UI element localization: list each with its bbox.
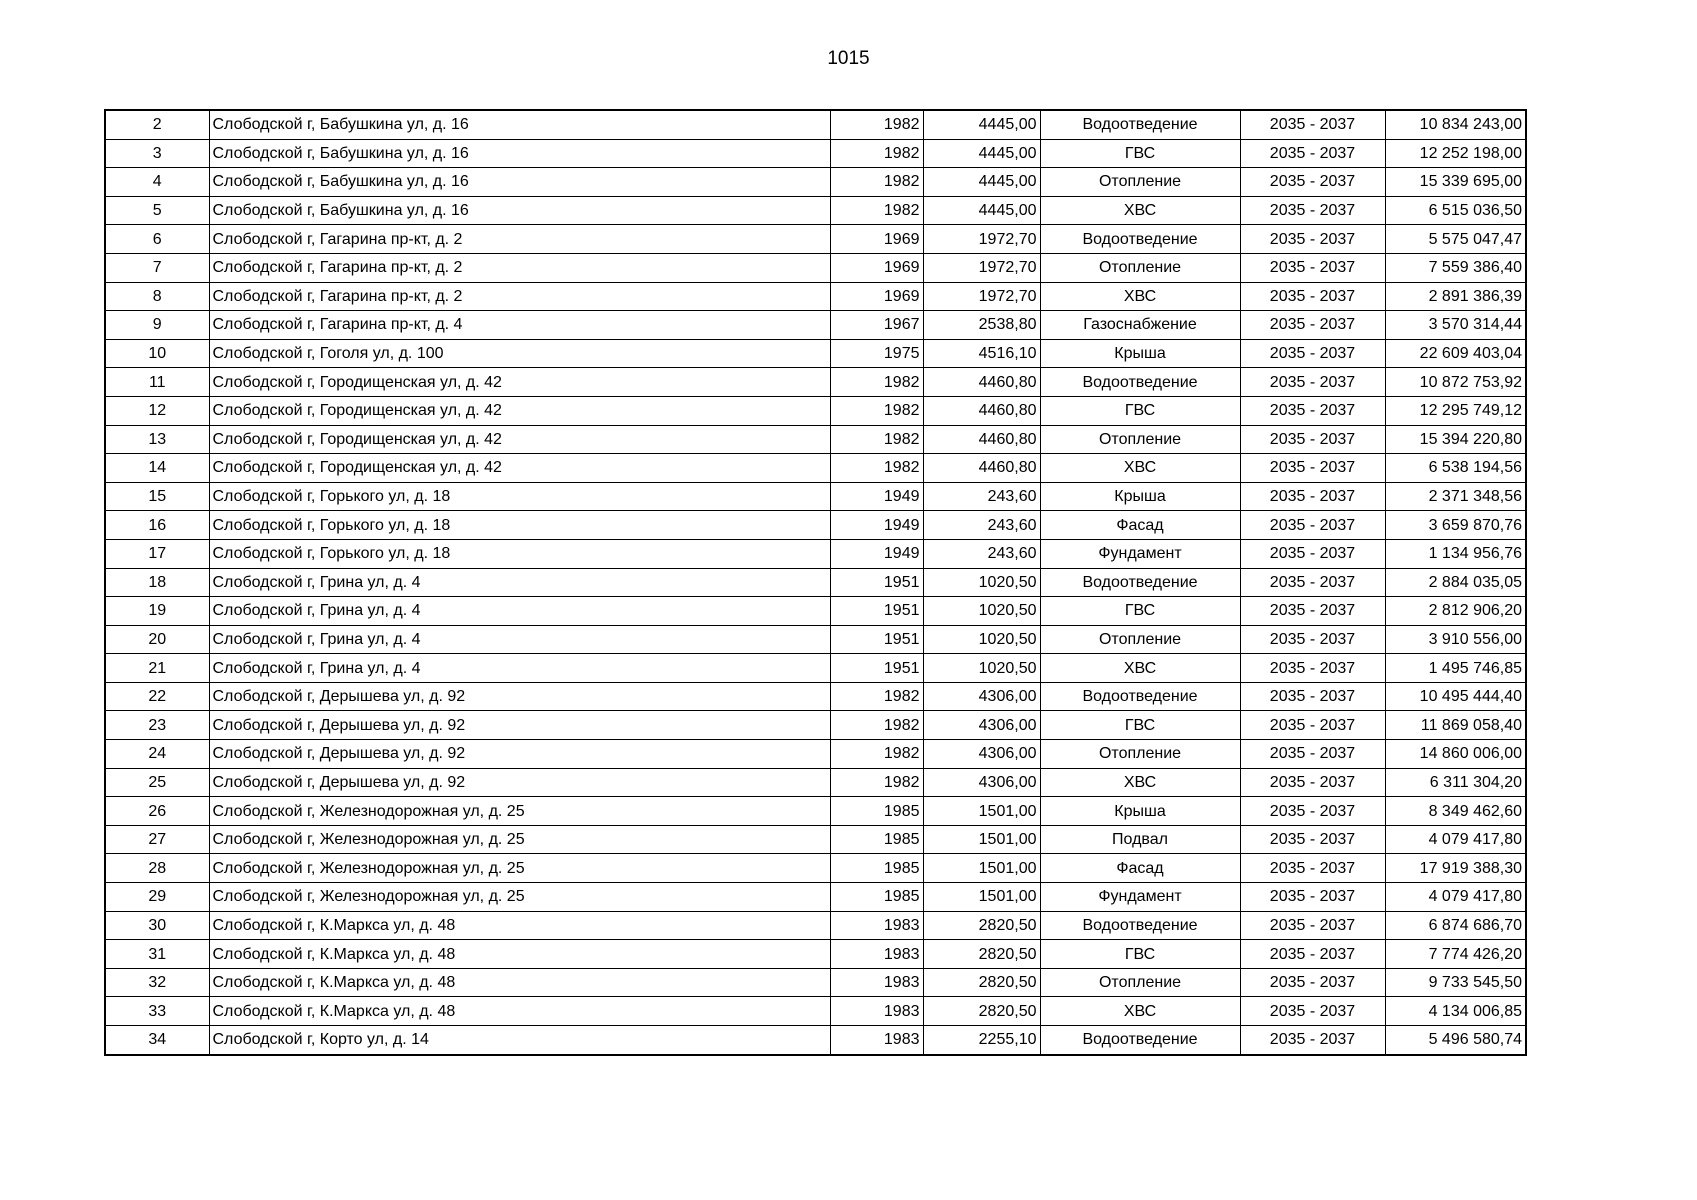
period-cell: 2035 - 2037 xyxy=(1240,654,1385,683)
work-type-cell: Водоотведение xyxy=(1040,911,1240,940)
area-cell: 4445,00 xyxy=(923,196,1040,225)
build-year-cell: 1951 xyxy=(830,597,923,626)
address-cell: Слободской г, Городищенская ул, д. 42 xyxy=(209,425,830,454)
table-row xyxy=(105,768,1526,797)
area-cell: 4460,80 xyxy=(923,396,1040,425)
work-type-cell: Отопление xyxy=(1040,168,1240,197)
table-row xyxy=(105,654,1526,683)
area-cell: 1972,70 xyxy=(923,282,1040,311)
work-type-cell: ХВС xyxy=(1040,997,1240,1026)
period-cell: 2035 - 2037 xyxy=(1240,968,1385,997)
address-cell: Слободской г, К.Маркса ул, д. 48 xyxy=(209,911,830,940)
work-type-cell: ГВС xyxy=(1040,139,1240,168)
cost-cell: 22 609 403,04 xyxy=(1385,339,1526,368)
area-cell: 243,60 xyxy=(923,539,1040,568)
work-type-cell: ГВС xyxy=(1040,597,1240,626)
address-cell: Слободской г, Гагарина пр-кт, д. 2 xyxy=(209,282,830,311)
address-cell: Слободской г, Грина ул, д. 4 xyxy=(209,568,830,597)
address-cell: Слободской г, Дерышева ул, д. 92 xyxy=(209,711,830,740)
address-cell: Слободской г, К.Маркса ул, д. 48 xyxy=(209,968,830,997)
table-row xyxy=(105,740,1526,769)
area-cell: 4306,00 xyxy=(923,682,1040,711)
cost-cell: 5 496 580,74 xyxy=(1385,1026,1526,1055)
address-cell: Слободской г, Железнодорожная ул, д. 25 xyxy=(209,825,830,854)
row-number-cell: 13 xyxy=(105,425,209,454)
build-year-cell: 1983 xyxy=(830,940,923,969)
period-cell: 2035 - 2037 xyxy=(1240,110,1385,139)
work-type-cell: Отопление xyxy=(1040,968,1240,997)
row-number-cell: 22 xyxy=(105,682,209,711)
build-year-cell: 1983 xyxy=(830,911,923,940)
work-type-cell: ГВС xyxy=(1040,711,1240,740)
row-number-cell: 25 xyxy=(105,768,209,797)
cost-cell: 15 339 695,00 xyxy=(1385,168,1526,197)
area-cell: 1020,50 xyxy=(923,654,1040,683)
period-cell: 2035 - 2037 xyxy=(1240,225,1385,254)
period-cell: 2035 - 2037 xyxy=(1240,139,1385,168)
period-cell: 2035 - 2037 xyxy=(1240,825,1385,854)
area-cell: 4445,00 xyxy=(923,139,1040,168)
work-type-cell: Отопление xyxy=(1040,253,1240,282)
period-cell: 2035 - 2037 xyxy=(1240,940,1385,969)
table-row xyxy=(105,997,1526,1026)
work-type-cell: Водоотведение xyxy=(1040,368,1240,397)
area-cell: 4516,10 xyxy=(923,339,1040,368)
work-type-cell: ХВС xyxy=(1040,454,1240,483)
area-cell: 4460,80 xyxy=(923,454,1040,483)
row-number-cell: 31 xyxy=(105,940,209,969)
address-cell: Слободской г, Горького ул, д. 18 xyxy=(209,482,830,511)
table-row xyxy=(105,368,1526,397)
address-cell: Слободской г, Грина ул, д. 4 xyxy=(209,597,830,626)
work-type-cell: Водоотведение xyxy=(1040,568,1240,597)
table-row xyxy=(105,968,1526,997)
build-year-cell: 1982 xyxy=(830,425,923,454)
period-cell: 2035 - 2037 xyxy=(1240,168,1385,197)
table-row xyxy=(105,282,1526,311)
cost-cell: 10 495 444,40 xyxy=(1385,682,1526,711)
table-row xyxy=(105,597,1526,626)
table-row xyxy=(105,225,1526,254)
build-year-cell: 1969 xyxy=(830,253,923,282)
period-cell: 2035 - 2037 xyxy=(1240,568,1385,597)
work-type-cell: Фундамент xyxy=(1040,883,1240,912)
period-cell: 2035 - 2037 xyxy=(1240,854,1385,883)
address-cell: Слободской г, Горького ул, д. 18 xyxy=(209,511,830,540)
row-number-cell: 15 xyxy=(105,482,209,511)
address-cell: Слободской г, К.Маркса ул, д. 48 xyxy=(209,997,830,1026)
table-row xyxy=(105,682,1526,711)
address-cell: Слободской г, Железнодорожная ул, д. 25 xyxy=(209,883,830,912)
row-number-cell: 26 xyxy=(105,797,209,826)
row-number-cell: 28 xyxy=(105,854,209,883)
table-row xyxy=(105,168,1526,197)
area-cell: 4306,00 xyxy=(923,768,1040,797)
period-cell: 2035 - 2037 xyxy=(1240,768,1385,797)
address-cell: Слободской г, К.Маркса ул, д. 48 xyxy=(209,940,830,969)
cost-cell: 3 910 556,00 xyxy=(1385,625,1526,654)
work-type-cell: Подвал xyxy=(1040,825,1240,854)
cost-cell: 6 515 036,50 xyxy=(1385,196,1526,225)
area-cell: 4306,00 xyxy=(923,740,1040,769)
period-cell: 2035 - 2037 xyxy=(1240,797,1385,826)
table-row xyxy=(105,1026,1526,1055)
build-year-cell: 1985 xyxy=(830,825,923,854)
area-cell: 1501,00 xyxy=(923,854,1040,883)
table-row xyxy=(105,568,1526,597)
build-year-cell: 1949 xyxy=(830,482,923,511)
address-cell: Слободской г, Бабушкина ул, д. 16 xyxy=(209,196,830,225)
address-cell: Слободской г, Дерышева ул, д. 92 xyxy=(209,682,830,711)
row-number-cell: 11 xyxy=(105,368,209,397)
period-cell: 2035 - 2037 xyxy=(1240,339,1385,368)
build-year-cell: 1982 xyxy=(830,139,923,168)
address-cell: Слободской г, Городищенская ул, д. 42 xyxy=(209,396,830,425)
row-number-cell: 29 xyxy=(105,883,209,912)
cost-cell: 17 919 388,30 xyxy=(1385,854,1526,883)
address-cell: Слободской г, Гагарина пр-кт, д. 4 xyxy=(209,311,830,340)
table-row xyxy=(105,196,1526,225)
row-number-cell: 10 xyxy=(105,339,209,368)
period-cell: 2035 - 2037 xyxy=(1240,511,1385,540)
area-cell: 1020,50 xyxy=(923,597,1040,626)
row-number-cell: 33 xyxy=(105,997,209,1026)
area-cell: 4306,00 xyxy=(923,711,1040,740)
area-cell: 4460,80 xyxy=(923,425,1040,454)
area-cell: 1501,00 xyxy=(923,883,1040,912)
table-row xyxy=(105,825,1526,854)
row-number-cell: 7 xyxy=(105,253,209,282)
cost-cell: 1 495 746,85 xyxy=(1385,654,1526,683)
table-row xyxy=(105,110,1526,139)
table-row xyxy=(105,854,1526,883)
row-number-cell: 12 xyxy=(105,396,209,425)
address-cell: Слободской г, Бабушкина ул, д. 16 xyxy=(209,168,830,197)
address-cell: Слободской г, Дерышева ул, д. 92 xyxy=(209,740,830,769)
build-year-cell: 1949 xyxy=(830,539,923,568)
cost-cell: 2 371 348,56 xyxy=(1385,482,1526,511)
row-number-cell: 19 xyxy=(105,597,209,626)
table-row xyxy=(105,425,1526,454)
address-cell: Слободской г, Грина ул, д. 4 xyxy=(209,654,830,683)
row-number-cell: 4 xyxy=(105,168,209,197)
work-type-cell: ХВС xyxy=(1040,768,1240,797)
table-row xyxy=(105,396,1526,425)
area-cell: 2538,80 xyxy=(923,311,1040,340)
table-row xyxy=(105,311,1526,340)
row-number-cell: 20 xyxy=(105,625,209,654)
cost-cell: 4 079 417,80 xyxy=(1385,825,1526,854)
area-cell: 1972,70 xyxy=(923,225,1040,254)
work-type-cell: Фасад xyxy=(1040,854,1240,883)
page-number: 1015 xyxy=(827,48,870,69)
build-year-cell: 1983 xyxy=(830,997,923,1026)
capital-repair-table xyxy=(104,109,1527,1056)
period-cell: 2035 - 2037 xyxy=(1240,711,1385,740)
period-cell: 2035 - 2037 xyxy=(1240,253,1385,282)
cost-cell: 9 733 545,50 xyxy=(1385,968,1526,997)
work-type-cell: ХВС xyxy=(1040,654,1240,683)
area-cell: 1020,50 xyxy=(923,625,1040,654)
table-row xyxy=(105,511,1526,540)
cost-cell: 6 874 686,70 xyxy=(1385,911,1526,940)
cost-cell: 5 575 047,47 xyxy=(1385,225,1526,254)
build-year-cell: 1982 xyxy=(830,711,923,740)
row-number-cell: 34 xyxy=(105,1026,209,1055)
row-number-cell: 14 xyxy=(105,454,209,483)
table-row xyxy=(105,253,1526,282)
build-year-cell: 1983 xyxy=(830,1026,923,1055)
address-cell: Слободской г, Бабушкина ул, д. 16 xyxy=(209,110,830,139)
table-row xyxy=(105,482,1526,511)
cost-cell: 4 079 417,80 xyxy=(1385,883,1526,912)
cost-cell: 2 884 035,05 xyxy=(1385,568,1526,597)
row-number-cell: 5 xyxy=(105,196,209,225)
row-number-cell: 9 xyxy=(105,311,209,340)
address-cell: Слободской г, Бабушкина ул, д. 16 xyxy=(209,139,830,168)
period-cell: 2035 - 2037 xyxy=(1240,883,1385,912)
area-cell: 1972,70 xyxy=(923,253,1040,282)
period-cell: 2035 - 2037 xyxy=(1240,911,1385,940)
build-year-cell: 1982 xyxy=(830,110,923,139)
area-cell: 2820,50 xyxy=(923,911,1040,940)
address-cell: Слободской г, Грина ул, д. 4 xyxy=(209,625,830,654)
work-type-cell: Фасад xyxy=(1040,511,1240,540)
build-year-cell: 1951 xyxy=(830,568,923,597)
table-row xyxy=(105,339,1526,368)
build-year-cell: 1983 xyxy=(830,968,923,997)
table-row xyxy=(105,883,1526,912)
table-row xyxy=(105,139,1526,168)
build-year-cell: 1982 xyxy=(830,454,923,483)
cost-cell: 2 812 906,20 xyxy=(1385,597,1526,626)
period-cell: 2035 - 2037 xyxy=(1240,482,1385,511)
period-cell: 2035 - 2037 xyxy=(1240,682,1385,711)
address-cell: Слободской г, Дерышева ул, д. 92 xyxy=(209,768,830,797)
row-number-cell: 8 xyxy=(105,282,209,311)
cost-cell: 14 860 006,00 xyxy=(1385,740,1526,769)
address-cell: Слободской г, Железнодорожная ул, д. 25 xyxy=(209,797,830,826)
period-cell: 2035 - 2037 xyxy=(1240,539,1385,568)
cost-cell: 15 394 220,80 xyxy=(1385,425,1526,454)
address-cell: Слободской г, Городищенская ул, д. 42 xyxy=(209,454,830,483)
address-cell: Слободской г, Гагарина пр-кт, д. 2 xyxy=(209,225,830,254)
row-number-cell: 27 xyxy=(105,825,209,854)
work-type-cell: Отопление xyxy=(1040,425,1240,454)
row-number-cell: 30 xyxy=(105,911,209,940)
work-type-cell: Водоотведение xyxy=(1040,682,1240,711)
table-body xyxy=(105,110,1526,1055)
address-cell: Слободской г, Железнодорожная ул, д. 25 xyxy=(209,854,830,883)
build-year-cell: 1985 xyxy=(830,883,923,912)
area-cell: 243,60 xyxy=(923,511,1040,540)
work-type-cell: Отопление xyxy=(1040,740,1240,769)
cost-cell: 8 349 462,60 xyxy=(1385,797,1526,826)
area-cell: 2820,50 xyxy=(923,997,1040,1026)
build-year-cell: 1982 xyxy=(830,168,923,197)
cost-cell: 3 659 870,76 xyxy=(1385,511,1526,540)
area-cell: 2255,10 xyxy=(923,1026,1040,1055)
cost-cell: 10 872 753,92 xyxy=(1385,368,1526,397)
table-row xyxy=(105,711,1526,740)
build-year-cell: 1975 xyxy=(830,339,923,368)
period-cell: 2035 - 2037 xyxy=(1240,597,1385,626)
period-cell: 2035 - 2037 xyxy=(1240,425,1385,454)
row-number-cell: 17 xyxy=(105,539,209,568)
build-year-cell: 1982 xyxy=(830,740,923,769)
work-type-cell: Водоотведение xyxy=(1040,225,1240,254)
build-year-cell: 1951 xyxy=(830,654,923,683)
build-year-cell: 1982 xyxy=(830,682,923,711)
work-type-cell: Водоотведение xyxy=(1040,110,1240,139)
period-cell: 2035 - 2037 xyxy=(1240,196,1385,225)
cost-cell: 12 295 749,12 xyxy=(1385,396,1526,425)
cost-cell: 3 570 314,44 xyxy=(1385,311,1526,340)
address-cell: Слободской г, Корто ул, д. 14 xyxy=(209,1026,830,1055)
build-year-cell: 1949 xyxy=(830,511,923,540)
work-type-cell: ХВС xyxy=(1040,282,1240,311)
address-cell: Слободской г, Горького ул, д. 18 xyxy=(209,539,830,568)
build-year-cell: 1982 xyxy=(830,196,923,225)
cost-cell: 12 252 198,00 xyxy=(1385,139,1526,168)
area-cell: 2820,50 xyxy=(923,940,1040,969)
build-year-cell: 1967 xyxy=(830,311,923,340)
table-row xyxy=(105,797,1526,826)
row-number-cell: 16 xyxy=(105,511,209,540)
build-year-cell: 1969 xyxy=(830,282,923,311)
cost-cell: 6 311 304,20 xyxy=(1385,768,1526,797)
build-year-cell: 1969 xyxy=(830,225,923,254)
work-type-cell: Фундамент xyxy=(1040,539,1240,568)
work-type-cell: ХВС xyxy=(1040,196,1240,225)
period-cell: 2035 - 2037 xyxy=(1240,282,1385,311)
period-cell: 2035 - 2037 xyxy=(1240,454,1385,483)
build-year-cell: 1985 xyxy=(830,797,923,826)
cost-cell: 10 834 243,00 xyxy=(1385,110,1526,139)
table-row xyxy=(105,940,1526,969)
work-type-cell: Крыша xyxy=(1040,339,1240,368)
table-row xyxy=(105,625,1526,654)
area-cell: 4445,00 xyxy=(923,168,1040,197)
row-number-cell: 3 xyxy=(105,139,209,168)
work-type-cell: Отопление xyxy=(1040,625,1240,654)
cost-cell: 2 891 386,39 xyxy=(1385,282,1526,311)
area-cell: 243,60 xyxy=(923,482,1040,511)
period-cell: 2035 - 2037 xyxy=(1240,1026,1385,1055)
area-cell: 1020,50 xyxy=(923,568,1040,597)
area-cell: 2820,50 xyxy=(923,968,1040,997)
period-cell: 2035 - 2037 xyxy=(1240,311,1385,340)
work-type-cell: ГВС xyxy=(1040,396,1240,425)
period-cell: 2035 - 2037 xyxy=(1240,625,1385,654)
table-row xyxy=(105,454,1526,483)
row-number-cell: 23 xyxy=(105,711,209,740)
area-cell: 1501,00 xyxy=(923,825,1040,854)
row-number-cell: 32 xyxy=(105,968,209,997)
area-cell: 4445,00 xyxy=(923,110,1040,139)
address-cell: Слободской г, Городищенская ул, д. 42 xyxy=(209,368,830,397)
build-year-cell: 1982 xyxy=(830,396,923,425)
period-cell: 2035 - 2037 xyxy=(1240,997,1385,1026)
build-year-cell: 1951 xyxy=(830,625,923,654)
period-cell: 2035 - 2037 xyxy=(1240,740,1385,769)
table-row xyxy=(105,539,1526,568)
work-type-cell: Водоотведение xyxy=(1040,1026,1240,1055)
row-number-cell: 6 xyxy=(105,225,209,254)
area-cell: 1501,00 xyxy=(923,797,1040,826)
address-cell: Слободской г, Гоголя ул, д. 100 xyxy=(209,339,830,368)
work-type-cell: Газоснабжение xyxy=(1040,311,1240,340)
build-year-cell: 1985 xyxy=(830,854,923,883)
cost-cell: 6 538 194,56 xyxy=(1385,454,1526,483)
work-type-cell: ГВС xyxy=(1040,940,1240,969)
work-type-cell: Крыша xyxy=(1040,797,1240,826)
period-cell: 2035 - 2037 xyxy=(1240,368,1385,397)
build-year-cell: 1982 xyxy=(830,768,923,797)
cost-cell: 4 134 006,85 xyxy=(1385,997,1526,1026)
cost-cell: 11 869 058,40 xyxy=(1385,711,1526,740)
period-cell: 2035 - 2037 xyxy=(1240,396,1385,425)
cost-cell: 7 559 386,40 xyxy=(1385,253,1526,282)
work-type-cell: Крыша xyxy=(1040,482,1240,511)
cost-cell: 7 774 426,20 xyxy=(1385,940,1526,969)
build-year-cell: 1982 xyxy=(830,368,923,397)
row-number-cell: 2 xyxy=(105,110,209,139)
row-number-cell: 21 xyxy=(105,654,209,683)
row-number-cell: 18 xyxy=(105,568,209,597)
address-cell: Слободской г, Гагарина пр-кт, д. 2 xyxy=(209,253,830,282)
table-row xyxy=(105,911,1526,940)
cost-cell: 1 134 956,76 xyxy=(1385,539,1526,568)
row-number-cell: 24 xyxy=(105,740,209,769)
area-cell: 4460,80 xyxy=(923,368,1040,397)
